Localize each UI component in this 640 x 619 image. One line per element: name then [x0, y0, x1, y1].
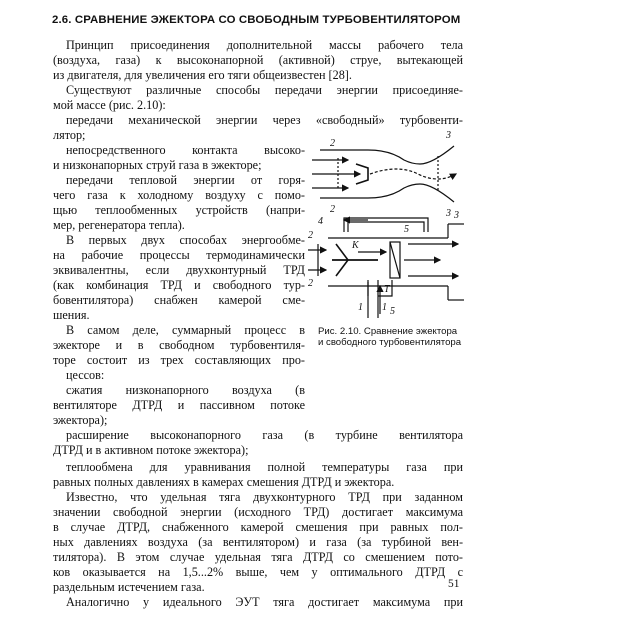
text-line: ДТРД и в активном потоке эжектора);: [53, 443, 249, 457]
text-line: (воздуха, газа) к высоконапорной (активной) струе, вытекающей: [53, 53, 463, 67]
text-line: на рабочие процессы термодинамически: [53, 248, 305, 262]
text-line: эжекторе и в свободном турбовентиля-: [53, 338, 305, 352]
label-t: Т: [384, 284, 390, 295]
text-line: эквивалентны, если двухконтурный ТРД: [53, 263, 305, 277]
text-line: лятор;: [53, 128, 86, 142]
text-line: мой массе (рис. 2.10):: [53, 98, 166, 112]
text-line: передачи тепловой энергии от горя-: [66, 173, 305, 187]
caption-line-2: и свободного турбовентилятора: [318, 337, 462, 348]
text-line: (как комбинация ТРД и свободного тур-: [53, 278, 305, 292]
text-line: щью теплообменных устройств (напри-: [53, 203, 305, 217]
text-line: теплообмена для уравнивания полной температуры газа при: [66, 460, 463, 474]
text-line: Принцип присоединения дополнительной массы рабочего тела: [66, 38, 463, 52]
caption-line-1: Рис. 2.10. Сравнение эжектора: [318, 326, 458, 337]
label-2-turbofan-bottom: 2: [308, 278, 313, 289]
label-2-top: 2: [330, 138, 335, 149]
section-heading: 2.6. СРАВНЕНИЕ ЭЖЕКТОРА СО СВОБОДНЫМ ТУРБОВЕНТИЛЯТОРОМ: [52, 14, 461, 26]
label-5-bottom: 5: [390, 306, 395, 317]
text-line: чего газа к холодному воздуху с помо-: [53, 188, 305, 202]
text-line: торе состоит из трех составляющих про-: [53, 353, 305, 367]
label-k: К: [352, 240, 359, 251]
text-line: бовентилятора) снабжен камерой сме-: [53, 293, 305, 307]
text-line: вентиляторе ДТРД и пассивном потоке: [53, 398, 305, 412]
text-line: сжатия низконапорного воздуха (в: [66, 383, 305, 397]
text-line: из двигателя, для увеличения его тяги общеизвестен [28].: [53, 68, 352, 82]
label-1-left: 1: [358, 302, 363, 313]
text-line: ных давлениях воздуха (за вентилятором) и газа (за турбиной вен-: [53, 535, 463, 549]
label-5-top: 5: [404, 224, 409, 235]
text-line: В первых двух способах энергообме-: [66, 233, 305, 247]
label-2-bottom: 2: [330, 204, 335, 215]
ejector-diagram: [312, 146, 456, 202]
text-line: в случае ДТРД, снабженного камерой смешения при равных пол-: [53, 520, 463, 534]
text-line: непосредственного контакта высоко-: [66, 143, 305, 157]
ejector-turbofan-figure: [308, 120, 468, 320]
text-line: эжектора);: [53, 413, 108, 427]
text-line: Известно, что удельная тяга двухконтурного ТРД при заданном: [66, 490, 463, 504]
text-line: расширение высоконапорного газа (в турбине вентилятора: [66, 428, 463, 442]
text-line: и низконапорных струй газа в эжекторе;: [53, 158, 262, 172]
label-3-top: 3: [446, 130, 451, 141]
text-line: шения.: [53, 308, 90, 322]
turbofan-labels: [308, 210, 459, 317]
text-line: ков оказывается на 1,5...2% выше, чем у оптимального ДТРД с: [53, 565, 463, 579]
text-line: Аналогично у идеального ЭУТ тяга достигает максимума при: [66, 595, 463, 609]
page-number: 51: [448, 578, 460, 590]
text-line: значении свободной энергии (исходного ТРД) достигает максимума: [53, 505, 463, 519]
label-2-turbofan: 2: [308, 230, 313, 241]
label-3-turbofan: 3: [454, 210, 459, 221]
text-line: В самом деле, суммарный процесс в: [66, 323, 305, 337]
figure-caption: [318, 326, 478, 348]
text-line: передачи механической энергии через «свободный» турбовенти-: [66, 113, 463, 127]
text-line: Существуют различные способы передачи энергии присоединяе-: [66, 83, 463, 97]
label-1-right: 1: [382, 302, 387, 313]
text-line: мер, регенератора тепла).: [53, 218, 185, 232]
text-line: цессов:: [66, 368, 105, 382]
text-line: тилятора). В этом случае удельная тяга ДТРД со смешением пото-: [53, 550, 463, 564]
text-line: раздельным истечением газа.: [53, 580, 205, 594]
label-3-bottom: 3: [446, 208, 451, 219]
label-4: 4: [318, 216, 323, 227]
text-line: равных полных давлениях в камерах смешения ДТРД и эжектора.: [53, 475, 395, 489]
